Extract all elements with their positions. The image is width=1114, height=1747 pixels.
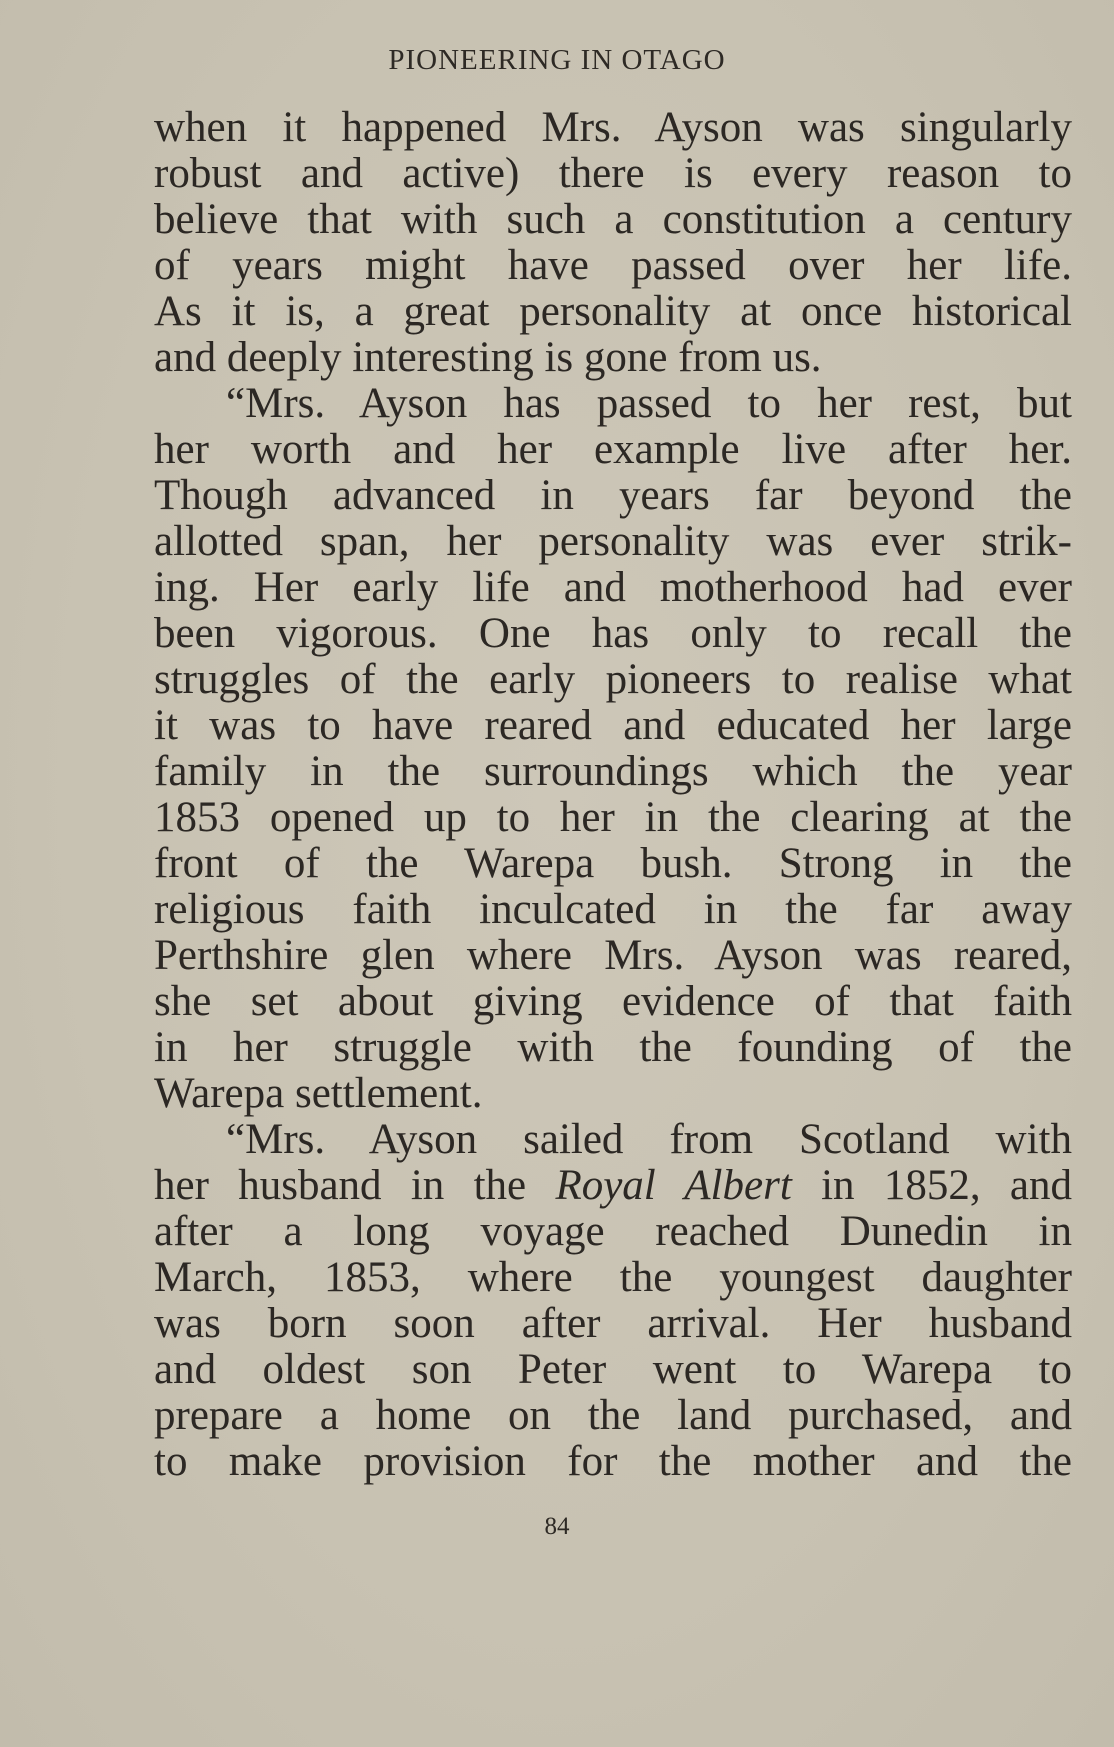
text-line: Perthshire glen where Mrs. Ayson was reared, [154, 933, 1072, 979]
text-line: religious faith inculcated in the far away [154, 887, 1072, 933]
text-line: been vigorous. One has only to recall the [154, 611, 1072, 657]
page-number: 84 [544, 1513, 570, 1540]
text-line: of years might have passed over her life. [154, 243, 1072, 289]
text-line: was born soon after arrival. Her husband [154, 1301, 1072, 1347]
text-line: when it happened Mrs. Ayson was singularly [154, 105, 1072, 151]
text-line: As it is, a great personality at once historical [154, 289, 1072, 335]
text-line: Though advanced in years far beyond the [154, 473, 1072, 519]
ship-name: Royal Albert [555, 1163, 792, 1209]
text-line: “Mrs. Ayson sailed from Scotland with [226, 1117, 1072, 1163]
text-segment: her husband in the [154, 1163, 556, 1209]
text-line: she set about giving evidence of that faith [154, 979, 1072, 1025]
body-text [154, 105, 1072, 1485]
running-head: PIONEERING IN OTAGO [388, 44, 726, 76]
text-line: Warepa settlement. [154, 1071, 483, 1117]
text-line: and oldest son Peter went to Warepa to [154, 1347, 1072, 1393]
text-line: ing. Her early life and motherhood had ever [154, 565, 1072, 611]
text-segment: in 1852, and [791, 1163, 1072, 1209]
text-line: it was to have reared and educated her large [154, 703, 1072, 749]
text-line: 1853 opened up to her in the clearing at the [154, 795, 1072, 841]
text-line: front of the Warepa bush. Strong in the [154, 841, 1072, 887]
text-line: “Mrs. Ayson has passed to her rest, but [226, 381, 1072, 427]
text-line: her worth and her example live after her. [154, 427, 1072, 473]
text-line: robust and active) there is every reason to [154, 151, 1072, 197]
text-line: believe that with such a constitution a century [154, 197, 1072, 243]
text-line [154, 1163, 1072, 1209]
text-line: allotted span, her personality was ever strik- [154, 519, 1072, 565]
text-line: prepare a home on the land purchased, and [154, 1393, 1072, 1439]
text-line: struggles of the early pioneers to realise what [154, 657, 1072, 703]
text-line: after a long voyage reached Dunedin in [154, 1209, 1072, 1255]
text-line: family in the surroundings which the year [154, 749, 1072, 795]
text-line: to make provision for the mother and the [154, 1439, 1072, 1485]
text-line: and deeply interesting is gone from us. [154, 335, 822, 381]
text-line: in her struggle with the founding of the [154, 1025, 1072, 1071]
text-line: March, 1853, where the youngest daughter [154, 1255, 1072, 1301]
